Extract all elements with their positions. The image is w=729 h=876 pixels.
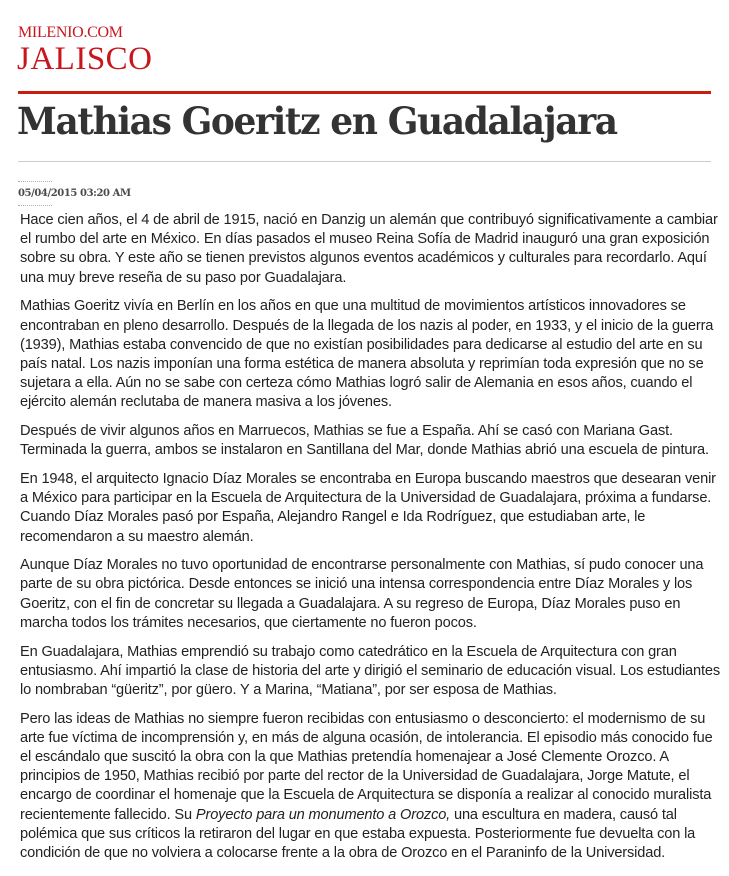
- publish-date: 05/04/2015 03:20 AM: [18, 188, 131, 199]
- dotted-divider-bottom: [18, 205, 52, 206]
- paragraph: En Guadalajara, Mathias emprendió su trabajo como catedrático en la Escuela de Arquitectura con gran entusiasmo. Ahí impartió la clase de historia del arte y dirigió el seminario de educación visual. Los estudiantes lo nombraban “güeritz”, por güero. Y a Marina, “Matiana”, por ser esposa de Mathias.: [20, 643, 721, 698]
- artwork-title: Proyecto para un monumento a Orozco,: [195, 806, 451, 823]
- paragraph: Mathias Goeritz vivía en Berlín en los años en que una multitud de movimientos artísticos innovadores se encontraban en pleno desarrollo. Después de la llegada de los nazis al poder, en 1933, y el inicio de la guerra (1939), Mathias estaba convencido de que no existían posibilidades para dedicarse al estudio del arte en su país natal. Los nazis imponían una forma estética de manera absoluta y reprimían toda expresión que no se sujetara a ella. Aún no se sabe con certeza cómo Mathias logró salir de Alemania en esos años, cuando el ejército alemán reclutaba de manera masiva a los jóvenes.: [20, 298, 714, 411]
- paragraph: Hace cien años, el 4 de abril de 1915, nació en Danzig un alemán que contribuyó significativamente a cambiar el rumbo del arte en México. En días pasados el museo Reina Sofía de Madrid inauguró una gran exposición sobre su obra. Y este año se tienen previstos algunos eventos académicos y culturales para recordarlo. Aquí una muy breve reseña de su paso por Guadalajara.: [20, 212, 718, 286]
- paragraph: [20, 710, 720, 864]
- paragraph: Después de vivir algunos años en Marruecos, Mathias se fue a España. Ahí se casó con Mariana Gast. Terminada la guerra, ambos se instalaron en Santillana del Mar, donde Mathias abrió una escuela de pintura.: [20, 423, 709, 459]
- article-title: Mathias Goeritz en Guadalajara: [17, 99, 617, 144]
- header-red-divider: [18, 91, 711, 94]
- dotted-divider-top: [18, 181, 52, 182]
- paragraph-text: una escultura en madera, causó tal polémica que sus críticos la retiraron del lugar en que estaba expuesta. Posteriormente fue devuelta con la condición de que no volviera a colocarse frente a la obra de Orozco en el Paraninfo de la Universidad.: [20, 806, 696, 862]
- paragraph-text: Pero las ideas de Mathias no siempre fueron recibidas con entusiasmo o desconcierto: el modernismo de su arte fue víctima de incomprensión y, en más de alguna ocasión, de intolerancia. El episodio más conocido fue el escándalo que suscitó la obra con la que Mathias pretendía homenajear a José Clemente Orozco. A principios de 1950, Mathias recibió por parte del rector de la Universidad de Guadalajara, Jorge Matute, el encargo de coordinar el homenaje que la Escuela de Arquitectura se disponía a realizar al conocido muralista recientemente fallecido. Su: [20, 710, 713, 823]
- paragraph: Aunque Díaz Morales no tuvo oportunidad de encontrarse personalmente con Mathias, sí pudo conocer una parte de su obra pictórica. Desde entonces se inició una intensa correspondencia entre Díaz Morales y los Goeritz, con el fin de concretar su llegada a Guadalajara. A su regreso de Europa, Díaz Morales puso en marcha todos los trámites necesarios, que ciertamente no fueron pocos.: [20, 557, 704, 631]
- paragraph: En 1948, el arquitecto Ignacio Díaz Morales se encontraba en Europa buscando maestros que desearan venir a México para participar en la Escuela de Arquitectura de la Universidad de Guadalajara, próxima a fundarse. Cuando Díaz Morales pasó por España, Alejandro Rangel e Ida Rodríguez, que estudiaban arte, le recomendaron a su maestro alemán.: [20, 470, 716, 545]
- site-name-link[interactable]: MILENIO.COM: [18, 24, 123, 41]
- title-divider: [18, 161, 711, 162]
- section-name-link[interactable]: JALISCO: [17, 41, 153, 77]
- article-body: [20, 211, 720, 873]
- article-meta: [18, 181, 131, 206]
